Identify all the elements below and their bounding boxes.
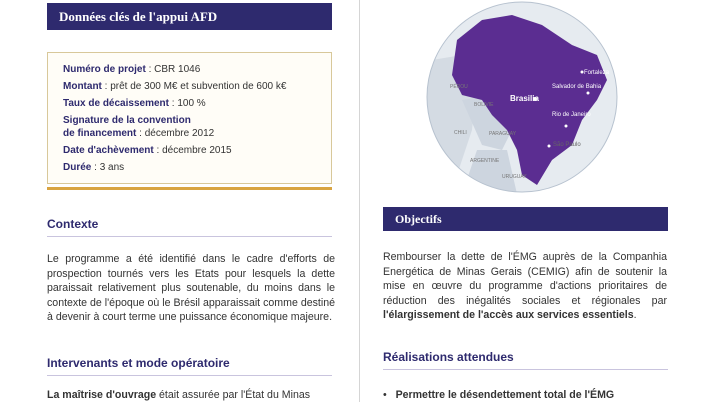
country-chile: CHILI (454, 130, 467, 136)
contexte-text: Le programme a été identifié dans le cadre d'efforts de prospection tournés vers les Etats pour lesquels la dette paraissait relativement plus soutenable, du moins dans le contexte de l'époque où le Brésil apparaissait comme destiné à devenir à court terme une puissance économique majeure. (47, 253, 335, 324)
row-financing: de financement : décembre 2012 (63, 128, 215, 139)
country-uruguay: URUGUAY (502, 174, 527, 180)
row-signature: Signature de la convention (63, 115, 191, 126)
city-brasilia: Brasilia (510, 94, 539, 103)
key-data-title: Données clés de l'appui AFD (59, 8, 218, 24)
key-data-banner (47, 3, 332, 30)
row-duration: Durée : 3 ans (63, 162, 125, 173)
row-amount: Montant : prêt de 300 M€ et subvention de 600 k€ (63, 81, 287, 92)
contexte-rule (47, 236, 332, 237)
city-sao-paulo: São Paulo (553, 142, 581, 148)
city-salvador: Salvador de Bahia (552, 84, 602, 90)
realisations-rule (383, 369, 668, 370)
row-completion-date: Date d'achèvement : décembre 2015 (63, 145, 232, 156)
objectifs-text: Rembourser la dette de l'ÉMG auprès de la Companhia Energética de Minas Gerais (CEMIG) afin de soutenir la mise en œuvre du programme d'actions prioritaires de réduction des inégalités sociales et régionales par l'élargissement de l'accès aux services essentiels. (383, 251, 667, 322)
country-argentina: ARGENTINE (470, 158, 500, 164)
brazil-map (422, 0, 622, 194)
city-rio: Rio de Janeiro (552, 112, 591, 118)
intervenants-title: Intervenants et mode opératoire (47, 356, 230, 370)
objectifs-title: Objectifs (395, 211, 442, 226)
country-bolivia: BOLIVIE (474, 102, 494, 108)
city-fortaleza: Fortaleza (584, 70, 610, 76)
contexte-title: Contexte (47, 217, 99, 231)
gold-rule (47, 187, 332, 190)
column-divider (359, 0, 360, 402)
realisations-item: • Permettre le désendettement total de l'ÉMG (383, 389, 615, 401)
intervenants-rule (47, 375, 332, 376)
row-disbursement-rate: Taux de décaissement : 100 % (63, 98, 206, 109)
row-project-number: Numéro de projet : CBR 1046 (63, 64, 201, 75)
country-peru: PÉROU (450, 84, 468, 90)
realisations-title: Réalisations attendues (383, 350, 514, 364)
country-paraguay: PARAGUAY (489, 131, 517, 137)
intervenants-text: La maîtrise d'ouvrage était assurée par l'État du Minas (47, 389, 311, 401)
key-data-box (47, 52, 332, 184)
objectifs-banner (383, 207, 668, 231)
